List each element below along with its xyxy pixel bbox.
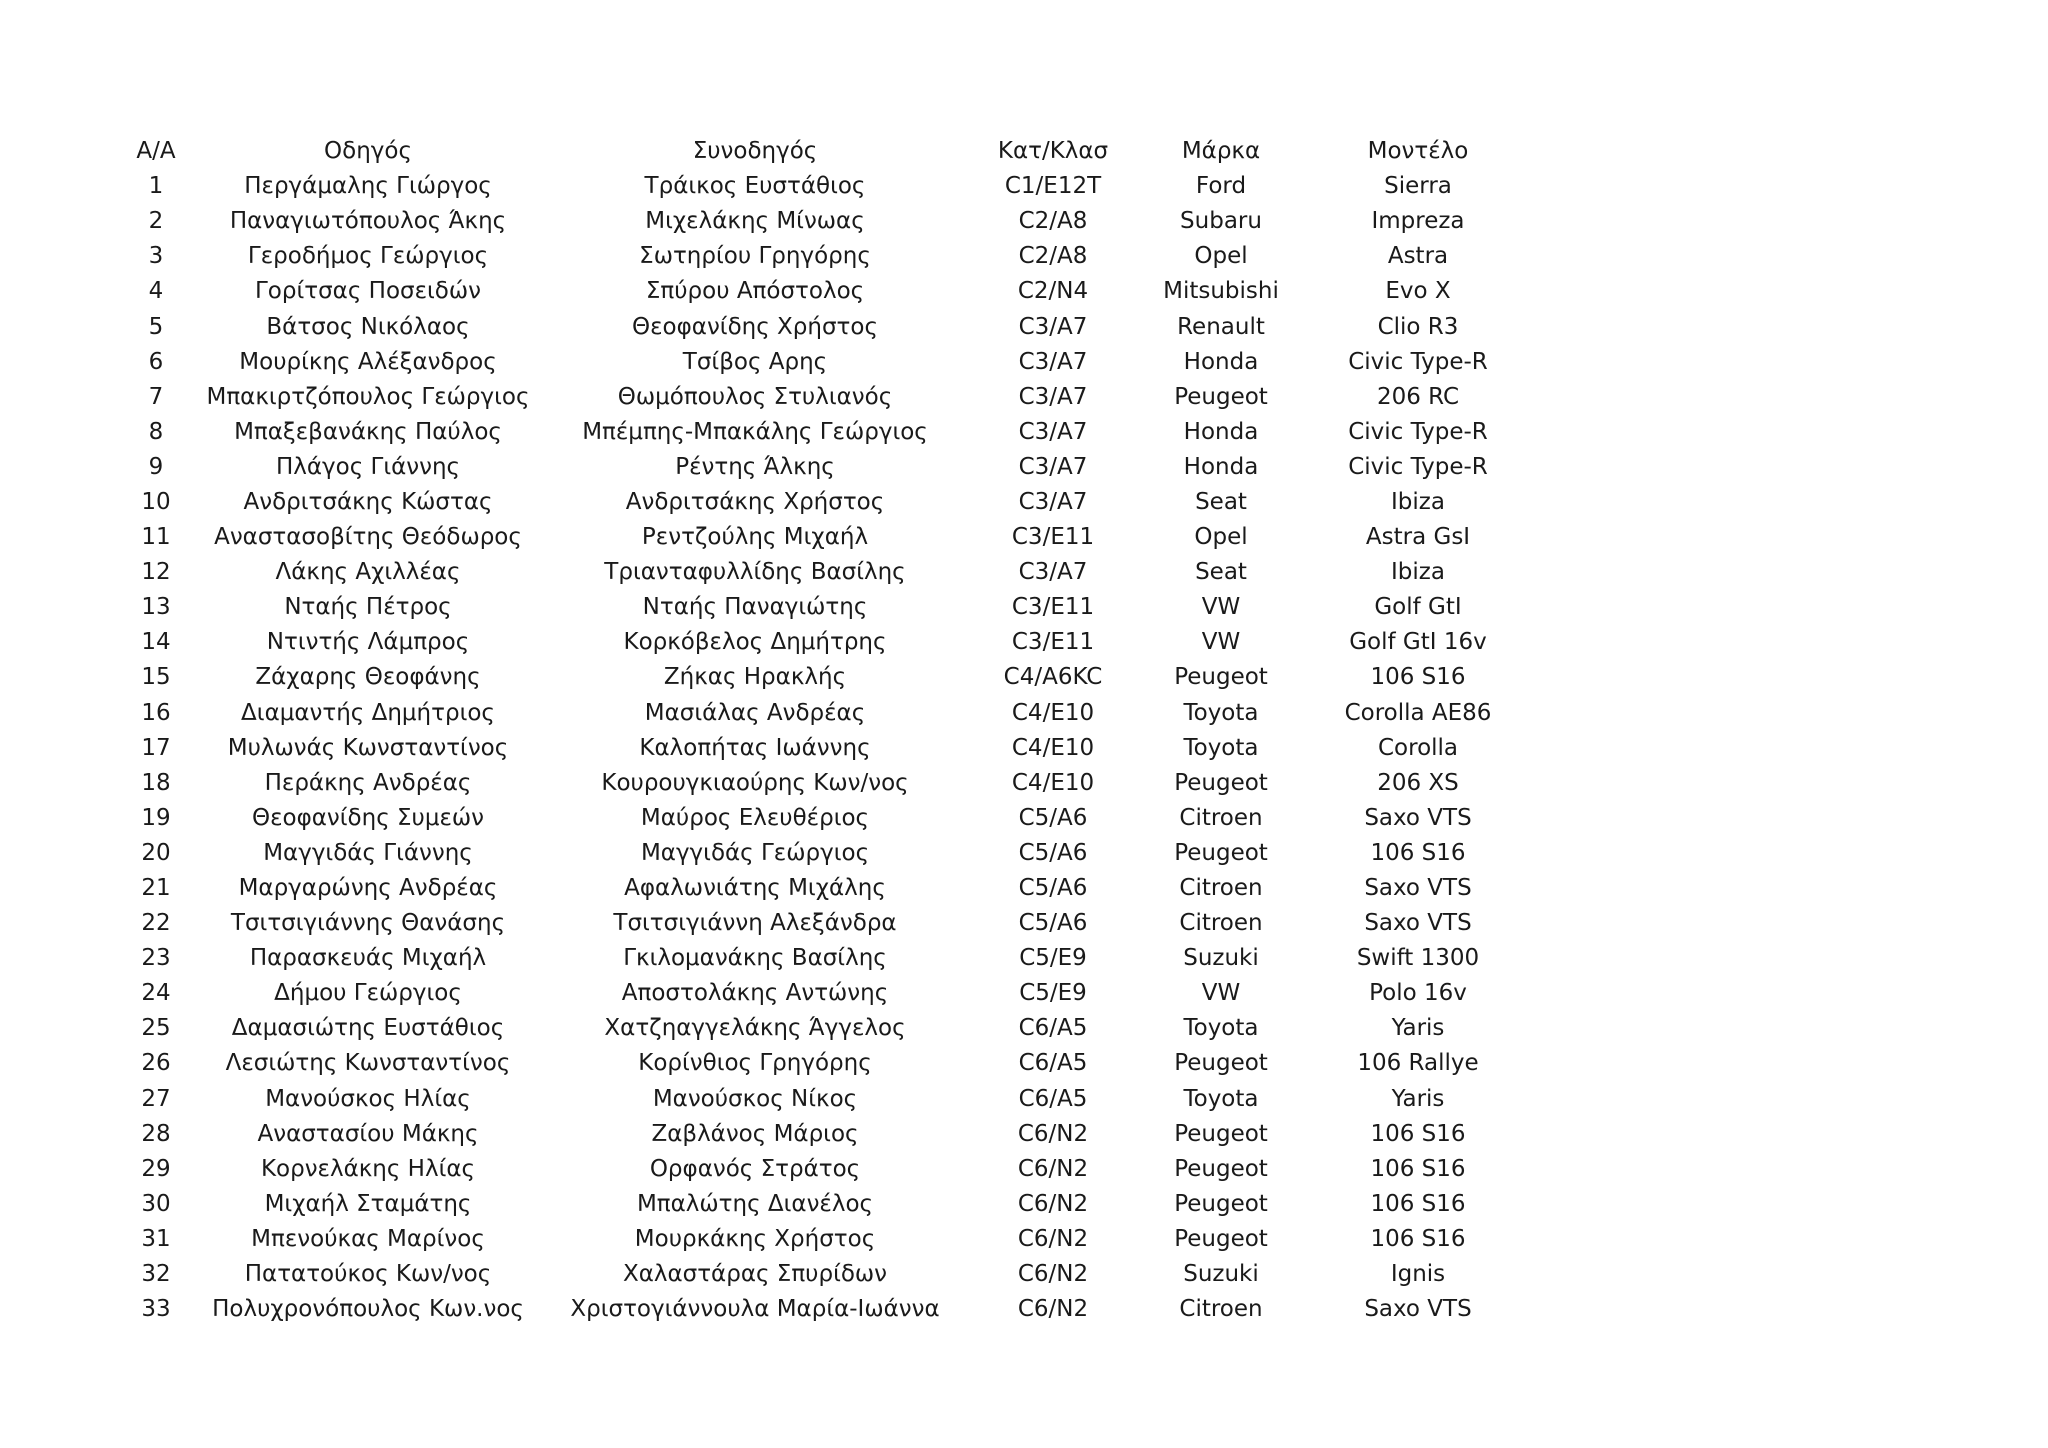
cell-class: C3/E11 (1011, 629, 1095, 656)
table-row (118, 415, 1532, 450)
cell-number: 4 (148, 278, 164, 305)
cell-codriver: Μασιάλας Ανδρέας (644, 699, 866, 726)
cell-model: Swift 1300 (1356, 945, 1480, 972)
cell-driver: Μιχαήλ Σταμάτης (264, 1190, 472, 1217)
cell-driver: Γορίτσας Ποσειδών (254, 278, 481, 305)
header-codriver: Συνοδηγός (692, 138, 818, 165)
cell-codriver: Γκιλομανάκης Βασίλης (623, 945, 887, 972)
cell-class: C3/E11 (1011, 594, 1095, 621)
cell-number: 31 (141, 1225, 171, 1252)
cell-number: 27 (141, 1085, 171, 1112)
cell-driver: Μπαξεβανάκης Παύλος (234, 418, 502, 445)
cell-driver: Λάκης Αχιλλέας (275, 559, 461, 586)
table-row (118, 555, 1532, 590)
table-row (118, 766, 1532, 801)
table-row (118, 1082, 1532, 1117)
cell-class: C5/A6 (1018, 875, 1088, 902)
cell-number: 32 (141, 1261, 171, 1288)
cell-make: Honda (1183, 418, 1259, 445)
cell-codriver: Ρέντης Άλκης (675, 453, 835, 480)
cell-class: C6/N2 (1017, 1155, 1089, 1182)
cell-class: C4/A6KC (1003, 664, 1103, 691)
cell-class: C4/E10 (1011, 734, 1095, 761)
cell-number: 29 (141, 1155, 171, 1182)
header-number: Α/Α (136, 138, 176, 165)
cell-driver: Μουρίκης Αλέξανδρος (239, 348, 497, 375)
cell-codriver: Θεοφανίδης Χρήστος (632, 313, 878, 340)
cell-driver: Αναστασοβίτης Θεόδωρος (214, 524, 522, 551)
cell-driver: Παρασκευάς Μιχαήλ (249, 945, 487, 972)
table-row (118, 696, 1532, 731)
cell-model: Ibiza (1391, 488, 1445, 515)
cell-class: C4/E10 (1011, 769, 1095, 796)
cell-class: C3/A7 (1018, 348, 1088, 375)
cell-codriver: Σπύρου Απόστολος (645, 278, 865, 305)
table-row (118, 520, 1532, 555)
cell-make: VW (1201, 594, 1241, 621)
cell-class: C3/A7 (1018, 488, 1088, 515)
cell-number: 16 (141, 699, 171, 726)
cell-number: 30 (141, 1190, 171, 1217)
cell-driver: Νταής Πέτρος (284, 594, 452, 621)
table-body (118, 169, 1532, 1327)
cell-make: Citroen (1179, 875, 1263, 902)
cell-model: Ignis (1390, 1261, 1446, 1288)
cell-codriver: Τσίβος Αρης (682, 348, 828, 375)
cell-model: 206 XS (1377, 769, 1459, 796)
cell-class: C4/E10 (1011, 699, 1095, 726)
cell-make: Renault (1177, 313, 1265, 340)
cell-model: Astra (1387, 243, 1449, 270)
cell-number: 23 (141, 945, 171, 972)
cell-model: Civic Type-R (1348, 453, 1488, 480)
cell-model: Civic Type-R (1348, 348, 1488, 375)
cell-driver: Διαμαντής Δημήτριος (241, 699, 495, 726)
cell-class: C5/A6 (1018, 804, 1088, 831)
cell-make: Peugeot (1174, 383, 1268, 410)
cell-make: Peugeot (1174, 1050, 1268, 1077)
cell-model: Golf GtI (1374, 594, 1462, 621)
table-row (118, 239, 1532, 274)
cell-number: 25 (141, 1015, 171, 1042)
cell-codriver: Μανούσκος Νίκος (652, 1085, 858, 1112)
cell-driver: Περγάμαλης Γιώργος (244, 173, 492, 200)
cell-class: C6/N2 (1017, 1120, 1089, 1147)
cell-codriver: Ορφανός Στράτος (649, 1155, 861, 1182)
cell-codriver: Ανδριτσάκης Χρήστος (625, 488, 885, 515)
cell-class: C5/E9 (1019, 980, 1087, 1007)
cell-number: 22 (141, 910, 171, 937)
cell-model: Polo 16v (1369, 980, 1467, 1007)
cell-driver: Μαγγιδάς Γιάννης (263, 839, 473, 866)
cell-model: Evo X (1385, 278, 1451, 305)
table-row (118, 731, 1532, 766)
cell-model: Golf GtI 16v (1349, 629, 1487, 656)
header-class: Κατ/Κλασ (997, 138, 1109, 165)
cell-driver: Τσιτσιγιάννης Θανάσης (230, 910, 506, 937)
cell-codriver: Ρεντζούλης Μιχαήλ (641, 524, 869, 551)
cell-class: C5/A6 (1018, 839, 1088, 866)
cell-number: 11 (141, 524, 171, 551)
table-row (118, 274, 1532, 309)
cell-make: Peugeot (1174, 1155, 1268, 1182)
cell-number: 21 (141, 875, 171, 902)
cell-make: Toyota (1183, 1085, 1259, 1112)
table-row (118, 309, 1532, 344)
cell-driver: Μπακιρτζόπουλος Γεώργιος (206, 383, 530, 410)
table-row (118, 625, 1532, 660)
cell-make: Seat (1195, 559, 1247, 586)
cell-make: Mitsubishi (1163, 278, 1279, 305)
cell-make: Seat (1195, 488, 1247, 515)
table-row (118, 1222, 1532, 1257)
table-row (118, 345, 1532, 380)
cell-number: 9 (148, 453, 164, 480)
cell-driver: Δαμασιώτης Ευστάθιος (231, 1015, 505, 1042)
cell-class: C6/A5 (1018, 1015, 1088, 1042)
cell-codriver: Νταής Παναγιώτης (642, 594, 868, 621)
cell-make: Peugeot (1174, 1190, 1268, 1217)
cell-class: C3/A7 (1018, 418, 1088, 445)
table-row (118, 1117, 1532, 1152)
header-row (118, 134, 1532, 169)
cell-class: C3/E11 (1011, 524, 1095, 551)
cell-driver: Κορνελάκης Ηλίας (260, 1155, 476, 1182)
cell-number: 13 (141, 594, 171, 621)
cell-driver: Πολυχρονόπουλος Κων.νος (212, 1296, 524, 1323)
cell-driver: Πλάγος Γιάννης (275, 453, 461, 480)
table-row (118, 1152, 1532, 1187)
cell-make: Peugeot (1174, 664, 1268, 691)
cell-make: Citroen (1179, 804, 1263, 831)
cell-make: Toyota (1183, 734, 1259, 761)
cell-codriver: Τριανταφυλλίδης Βασίλης (604, 559, 906, 586)
cell-make: Peugeot (1174, 839, 1268, 866)
cell-codriver: Σωτηρίου Γρηγόρης (639, 243, 871, 270)
table-row (118, 1257, 1532, 1292)
cell-class: C5/A6 (1018, 910, 1088, 937)
cell-model: 106 S16 (1370, 839, 1466, 866)
cell-make: Suzuki (1183, 945, 1259, 972)
table-row (118, 1187, 1532, 1222)
cell-model: Ibiza (1391, 559, 1445, 586)
table-row (118, 1292, 1532, 1327)
cell-model: 106 S16 (1370, 1120, 1466, 1147)
cell-codriver: Καλοπήτας Ιωάννης (639, 734, 871, 761)
cell-codriver: Κουρουγκιαούρης Κων/νος (601, 769, 909, 796)
cell-driver: Γεροδήμος Γεώργιος (247, 243, 489, 270)
cell-make: VW (1201, 629, 1241, 656)
cell-make: VW (1201, 980, 1241, 1007)
cell-make: Ford (1195, 173, 1247, 200)
table-row (118, 485, 1532, 520)
cell-make: Peugeot (1174, 1120, 1268, 1147)
cell-driver: Μυλωνάς Κωνσταντίνος (227, 734, 509, 761)
cell-driver: Περάκης Ανδρέας (264, 769, 472, 796)
table-row (118, 976, 1532, 1011)
header-driver: Οδηγός (324, 138, 412, 165)
table-row (118, 871, 1532, 906)
cell-model: 206 RC (1376, 383, 1460, 410)
table-row (118, 1011, 1532, 1046)
table-row (118, 660, 1532, 695)
cell-number: 19 (141, 804, 171, 831)
cell-number: 3 (148, 243, 164, 270)
cell-codriver: Μαύρος Ελευθέριος (640, 804, 870, 831)
table-row (118, 169, 1532, 204)
cell-model: Astra GsI (1365, 524, 1471, 551)
cell-number: 5 (148, 313, 164, 340)
cell-codriver: Αποστολάκης Αντώνης (621, 980, 889, 1007)
cell-class: C3/A7 (1018, 313, 1088, 340)
table-row (118, 380, 1532, 415)
cell-class: C1/E12T (1004, 173, 1102, 200)
cell-class: C2/N4 (1017, 278, 1089, 305)
cell-driver: Μπενούκας Μαρίνος (251, 1225, 485, 1252)
cell-driver: Ντιντής Λάμπρος (266, 629, 470, 656)
cell-class: C6/N2 (1017, 1296, 1089, 1323)
cell-driver: Βάτσος Νικόλαος (266, 313, 470, 340)
cell-driver: Ζάχαρης Θεοφάνης (255, 664, 481, 691)
cell-model: Yaris (1391, 1085, 1445, 1112)
table-row (118, 1046, 1532, 1081)
cell-make: Citroen (1179, 1296, 1263, 1323)
cell-make: Honda (1183, 348, 1259, 375)
cell-number: 17 (141, 734, 171, 761)
cell-codriver: Ζήκας Ηρακλής (663, 664, 847, 691)
cell-number: 10 (141, 488, 171, 515)
cell-codriver: Χριστογιάννουλα Μαρία-Ιωάννα (570, 1296, 940, 1323)
table-row (118, 836, 1532, 871)
cell-driver: Μαργαρώνης Ανδρέας (238, 875, 498, 902)
cell-model: Corolla AE86 (1344, 699, 1492, 726)
cell-driver: Δήμου Γεώργιος (274, 980, 462, 1007)
cell-driver: Μανούσκος Ηλίας (265, 1085, 471, 1112)
cell-codriver: Τράικος Ευστάθιος (644, 173, 866, 200)
header-model: Μοντέλο (1367, 138, 1469, 165)
cell-class: C6/A5 (1018, 1050, 1088, 1077)
cell-model: 106 S16 (1370, 664, 1466, 691)
cell-model: Corolla (1377, 734, 1459, 761)
cell-model: 106 S16 (1370, 1155, 1466, 1182)
cell-number: 24 (141, 980, 171, 1007)
header-make: Μάρκα (1181, 138, 1261, 165)
cell-codriver: Τσιτσιγιάννη Αλεξάνδρα (613, 910, 897, 937)
cell-make: Toyota (1183, 699, 1259, 726)
cell-model: Impreza (1371, 208, 1465, 235)
cell-codriver: Κορίνθιος Γρηγόρης (638, 1050, 872, 1077)
cell-driver: Ανδριτσάκης Κώστας (243, 488, 493, 515)
cell-model: Clio R3 (1377, 313, 1459, 340)
cell-class: C2/A8 (1018, 243, 1088, 270)
entry-list-table (118, 134, 1532, 1327)
cell-make: Subaru (1180, 208, 1262, 235)
cell-class: C6/N2 (1017, 1261, 1089, 1288)
table-row (118, 801, 1532, 836)
cell-codriver: Μιχελάκης Μίνωας (645, 208, 865, 235)
cell-number: 20 (141, 839, 171, 866)
cell-model: 106 S16 (1370, 1190, 1466, 1217)
cell-make: Suzuki (1183, 1261, 1259, 1288)
cell-codriver: Κορκόβελος Δημήτρης (623, 629, 887, 656)
cell-class: C3/A7 (1018, 453, 1088, 480)
cell-make: Peugeot (1174, 1225, 1268, 1252)
cell-class: C3/A7 (1018, 383, 1088, 410)
cell-number: 2 (148, 208, 164, 235)
cell-class: C5/E9 (1019, 945, 1087, 972)
cell-number: 1 (148, 173, 164, 200)
cell-number: 6 (148, 348, 164, 375)
cell-make: Peugeot (1174, 769, 1268, 796)
cell-driver: Λεσιώτης Κωνσταντίνος (225, 1050, 511, 1077)
cell-class: C6/N2 (1017, 1225, 1089, 1252)
cell-model: Saxo VTS (1364, 875, 1472, 902)
cell-codriver: Αφαλωνιάτης Μιχάλης (624, 875, 886, 902)
cell-number: 7 (148, 383, 164, 410)
cell-make: Opel (1194, 524, 1248, 551)
cell-make: Toyota (1183, 1015, 1259, 1042)
cell-number: 14 (141, 629, 171, 656)
cell-codriver: Μπέμπης-Μπακάλης Γεώργιος (582, 418, 928, 445)
cell-model: Saxo VTS (1364, 1296, 1472, 1323)
cell-class: C3/A7 (1018, 559, 1088, 586)
cell-codriver: Μπαλώτης Διανέλος (636, 1190, 874, 1217)
cell-make: Citroen (1179, 910, 1263, 937)
table-row (118, 941, 1532, 976)
cell-make: Opel (1194, 243, 1248, 270)
cell-number: 18 (141, 769, 171, 796)
cell-model: Saxo VTS (1364, 910, 1472, 937)
cell-codriver: Μουρκάκης Χρήστος (634, 1225, 876, 1252)
cell-model: Civic Type-R (1348, 418, 1488, 445)
cell-driver: Αναστασίου Μάκης (257, 1120, 479, 1147)
cell-driver: Παναγιωτόπουλος Άκης (229, 208, 507, 235)
cell-number: 15 (141, 664, 171, 691)
table-row (118, 590, 1532, 625)
cell-number: 12 (141, 559, 171, 586)
cell-class: C6/A5 (1018, 1085, 1088, 1112)
cell-driver: Θεοφανίδης Συμεών (251, 804, 485, 831)
cell-codriver: Μαγγιδάς Γεώργιος (640, 839, 870, 866)
cell-number: 33 (141, 1296, 171, 1323)
cell-number: 8 (148, 418, 164, 445)
table-row (118, 906, 1532, 941)
cell-model: 106 Rallye (1357, 1050, 1479, 1077)
cell-class: C6/N2 (1017, 1190, 1089, 1217)
table-row (118, 204, 1532, 239)
cell-driver: Πατατούκος Κων/νος (244, 1261, 492, 1288)
table-row (118, 450, 1532, 485)
cell-class: C2/A8 (1018, 208, 1088, 235)
cell-model: Yaris (1391, 1015, 1445, 1042)
cell-codriver: Χαλαστάρας Σπυρίδων (622, 1261, 888, 1288)
cell-model: 106 S16 (1370, 1225, 1466, 1252)
cell-make: Honda (1183, 453, 1259, 480)
cell-model: Sierra (1384, 173, 1452, 200)
cell-codriver: Χατζηαγγελάκης Άγγελος (604, 1015, 906, 1042)
cell-codriver: Θωμόπουλος Στυλιανός (617, 383, 893, 410)
cell-codriver: Ζαβλάνος Μάριος (651, 1120, 859, 1147)
cell-number: 26 (141, 1050, 171, 1077)
cell-number: 28 (141, 1120, 171, 1147)
cell-model: Saxo VTS (1364, 804, 1472, 831)
